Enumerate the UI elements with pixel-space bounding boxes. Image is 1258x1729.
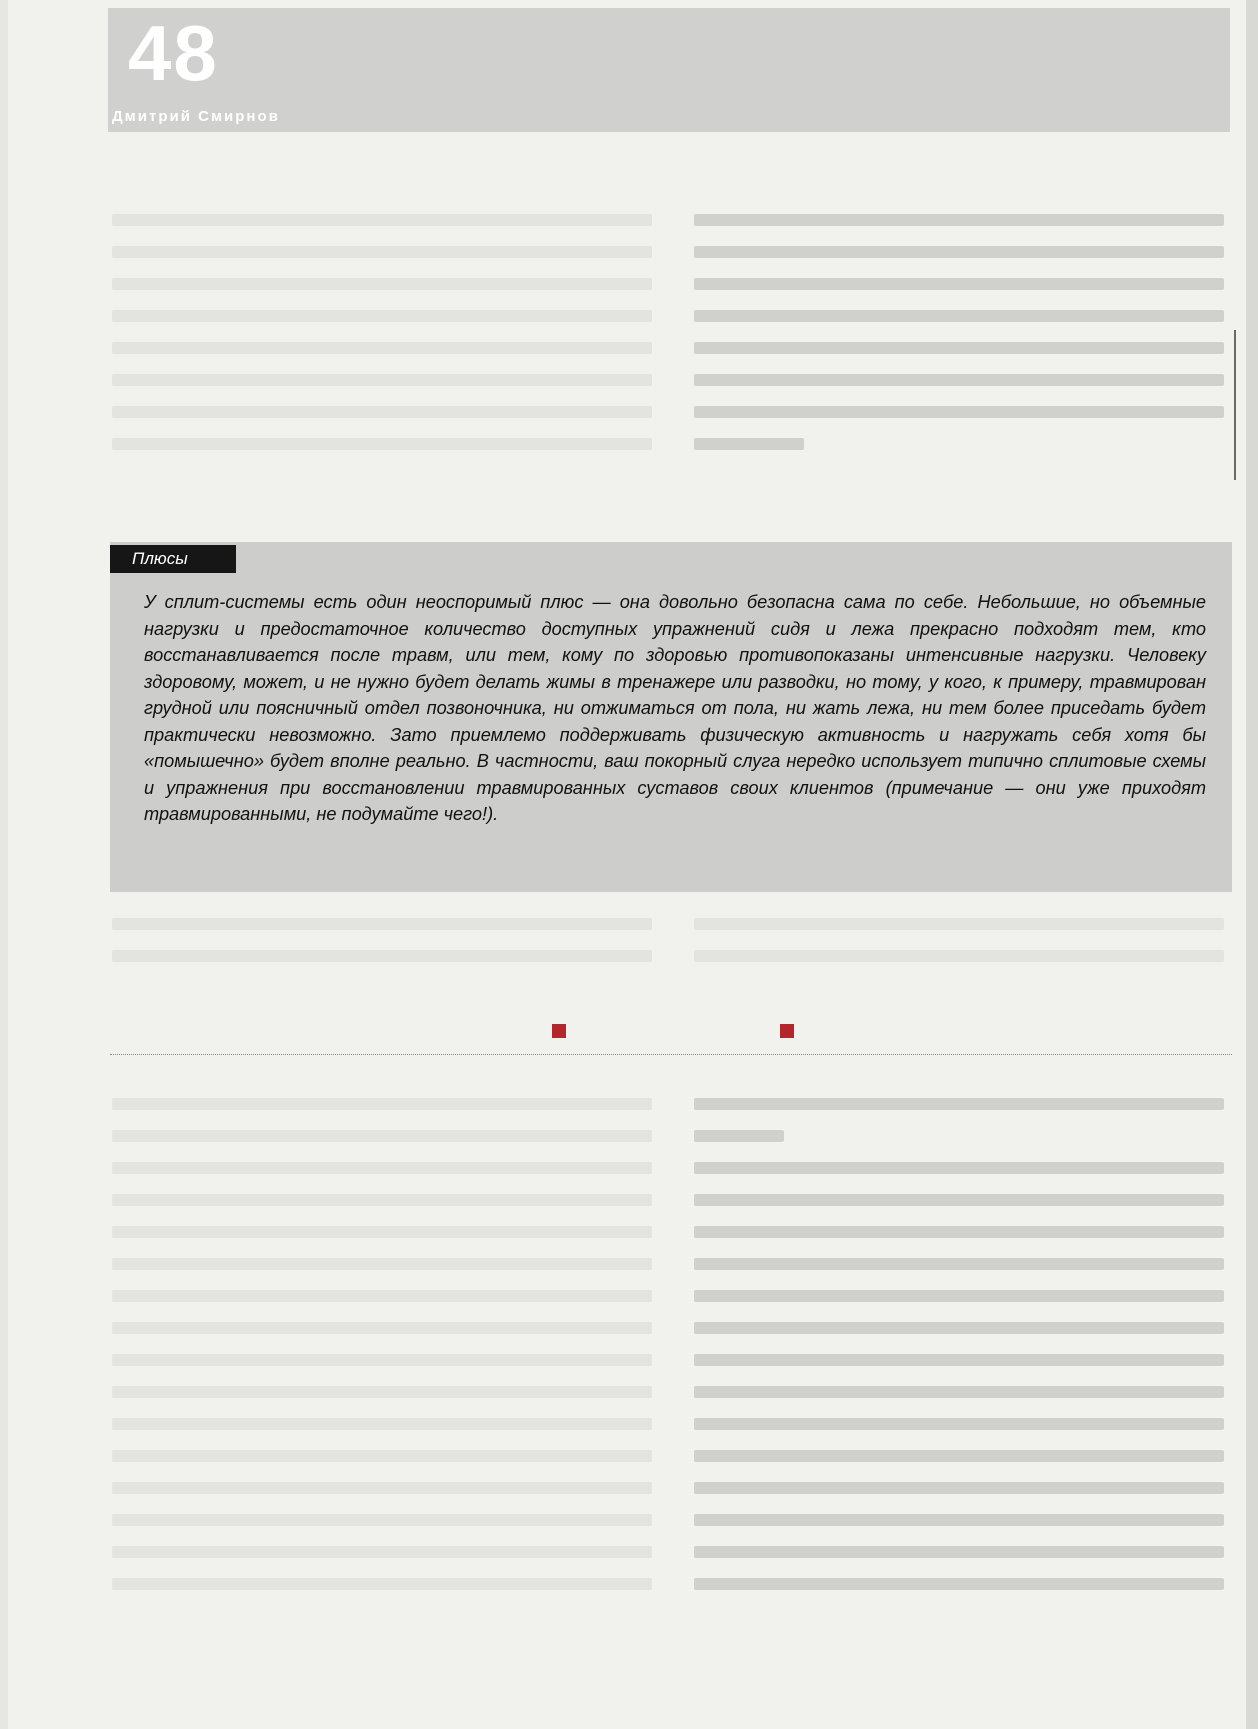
section-divider xyxy=(110,1054,1232,1055)
red-bullet-left-icon xyxy=(552,1024,566,1038)
pros-label: Плюсы xyxy=(110,545,236,573)
margin-mark xyxy=(1224,330,1236,480)
red-bullet-right-icon xyxy=(780,1024,794,1038)
author-name: Дмитрий Смирнов xyxy=(112,108,280,125)
pros-text: У сплит-системы есть один неоспоримый плюс — она довольно безопасна сама по себе. Небольшие, но объемные нагрузки и предостаточное количество доступных упражнений сидя и лежа прекрасно подходят тем, кто восстанавливается после травм, или тем, кому по здоровью противопоказаны интенсивные нагрузки. Человеку здоровому, может, и не нужно будет делать жимы в тренажере или разводки, но тому, у кого, к примеру, травмирован грудной или поясничный отдел позвоночника, ни отжиматься от пола, ни жать лежа, ни тем более приседать будет практически невозможно. Зато приемлемо поддерживать физическую активность и нагружать себя хотя бы «помышечно» будет вполне реально. В частности, ваш покорный слуга нередко использует типично сплитовые схемы и упражнения при восстановлении травмированных суставов своих клиентов (примечание — они уже приходят травмированными, не подумайте чего!). xyxy=(144,592,1206,824)
page-edge-left xyxy=(0,0,8,1729)
page-number: 48 xyxy=(128,9,219,97)
section-heading xyxy=(110,1012,1232,1052)
page-edge-right xyxy=(1246,0,1258,1729)
